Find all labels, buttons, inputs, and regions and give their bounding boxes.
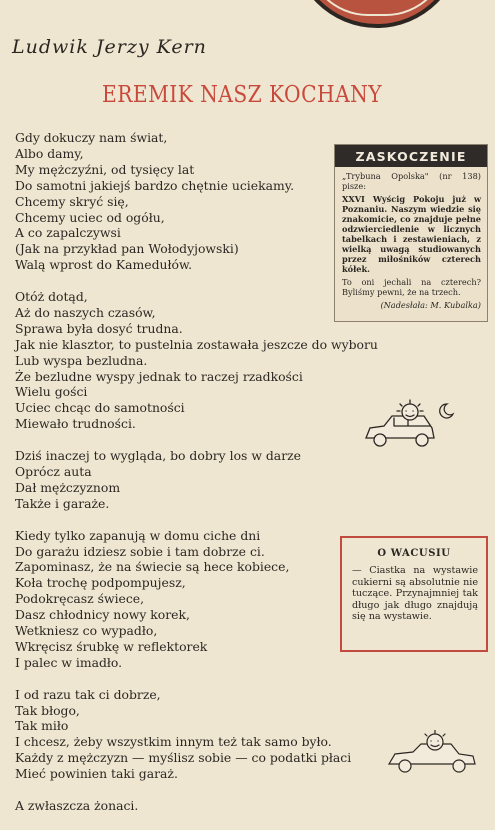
poem-line: I palec w imadło.	[15, 654, 123, 670]
poem-body	[15, 130, 385, 830]
poem-line: Albo damy,	[15, 145, 84, 161]
poem-stanza	[15, 130, 385, 273]
sidebar-surprise-lead: „Trybuna Opolska" (nr 138) pisze:	[342, 171, 481, 191]
article-author: Ludwik Jerzy Kern	[12, 36, 207, 58]
poem-line: Chcemy uciec od ogółu,	[15, 209, 165, 225]
poem-line: I chcesz, żeby wszystkim innym też tak samo było.	[15, 734, 332, 750]
poem-line: Także i garaże.	[15, 495, 110, 511]
poem-line: I od razu tak ci dobrze,	[15, 686, 161, 702]
poem-stanza	[15, 687, 385, 782]
poem-line: My mężczyźni, od tysięcy lat	[15, 161, 195, 177]
poem-line: Dasz chłodnicy nowy korek,	[15, 607, 190, 623]
poem-line: A zwłaszcza żonaci.	[15, 797, 139, 813]
poem-stanza	[15, 528, 385, 671]
sidebar-surprise-quote: XXVI Wyścig Pokoju już w Poznaniu. Naszym wiedzie się znakomicie, co znajduje pełne odzwierciedlenie w licznych tabelkach i zestawieniach, z wielką uwagą studiowanych przez miłośników czterech kółek.	[342, 194, 481, 274]
poem-line: Jak nie klasztor, to pustelnia zostawała jeszcze do wyboru	[15, 336, 378, 352]
smiling-sun-car-icon	[385, 730, 483, 778]
sidebar-surprise-heading: ZASKOCZENIE	[335, 145, 487, 167]
poem-line: Wetkniesz co wypadło,	[15, 623, 158, 639]
crescent-moon-icon	[437, 402, 455, 420]
sidebar-surprise-signature: (Nadesłała: M. Kubalka)	[380, 300, 481, 310]
poem-line: (Jak na przykład pan Wołodyjowski)	[15, 241, 239, 257]
poem-line: Dziś inaczej to wygląda, bo dobry los w darze	[15, 448, 301, 464]
poem-stanza	[15, 798, 385, 814]
poem-line: Każdy z mężczyzn — myślisz sobie — co podatki płaci	[15, 750, 352, 766]
sidebar-surprise-comment: To oni jechali na czterech? Byliśmy pewni, że na trzech.	[342, 277, 481, 297]
sidebar-wacus	[340, 536, 488, 652]
poem-line: Koła trochę podpompujesz,	[15, 575, 186, 591]
poem-line: Do samotni jakiejś bardzo chętnie uciekamy.	[15, 177, 295, 193]
poem-line: Dał mężczyznom	[15, 479, 121, 495]
poem-line: Chcemy skryć się,	[15, 193, 129, 209]
poem-line: Lub wyspa bezludna.	[15, 352, 148, 368]
poem-line: Miewało trudności.	[15, 416, 136, 432]
poem-line: Do garażu idziesz sobie i tam dobrze ci.	[15, 543, 265, 559]
poem-line: Tak miło	[15, 718, 69, 734]
poem-line: Otóż dotąd,	[15, 289, 88, 305]
poem-line: Zapominasz, że na świecie są hece kobiece,	[15, 559, 290, 575]
poem-line: Mieć powinien taki garaż.	[15, 766, 178, 782]
sidebar-surprise	[334, 144, 488, 322]
poem-line: Podokręcasz świece,	[15, 591, 145, 607]
poem-stanza	[15, 448, 385, 512]
poem-line: Gdy dokuczy nam świat,	[15, 130, 168, 145]
top-decorative-disc	[292, 0, 462, 28]
poem-line: Oprócz auta	[15, 464, 92, 479]
poem-line: Sprawa była dosyć trudna.	[15, 320, 183, 336]
sidebar-wacus-text: — Ciastka na wystawie cukierni są absolutnie nie tuczące. Przynajmniej tak długo jak długo znajdują się na wystawie.	[352, 565, 478, 623]
poem-line: Wielu gości	[15, 384, 88, 400]
poem-line: Uciec chcąc do samotności	[15, 400, 185, 416]
poem-line: Że bezludne wyspy jednak to raczej rzadkości	[15, 368, 303, 384]
poem-line: Wkręcisz śrubkę w reflektorek	[15, 638, 208, 654]
poem-line: Aż do naszych czasów,	[15, 304, 156, 320]
poem-stanza	[15, 289, 385, 432]
article-title: EREMIK NASZ KOCHANY	[102, 82, 383, 108]
sidebar-wacus-heading: O WACUSIU	[377, 548, 451, 559]
poem-line: A co zapalczywsi	[15, 225, 121, 241]
poem-line: Kiedy tylko zapanują w domu ciche dni	[15, 527, 261, 543]
poem-line: Walą wprost do Kamedułów.	[15, 257, 193, 273]
poem-line: Tak błogo,	[15, 702, 80, 718]
